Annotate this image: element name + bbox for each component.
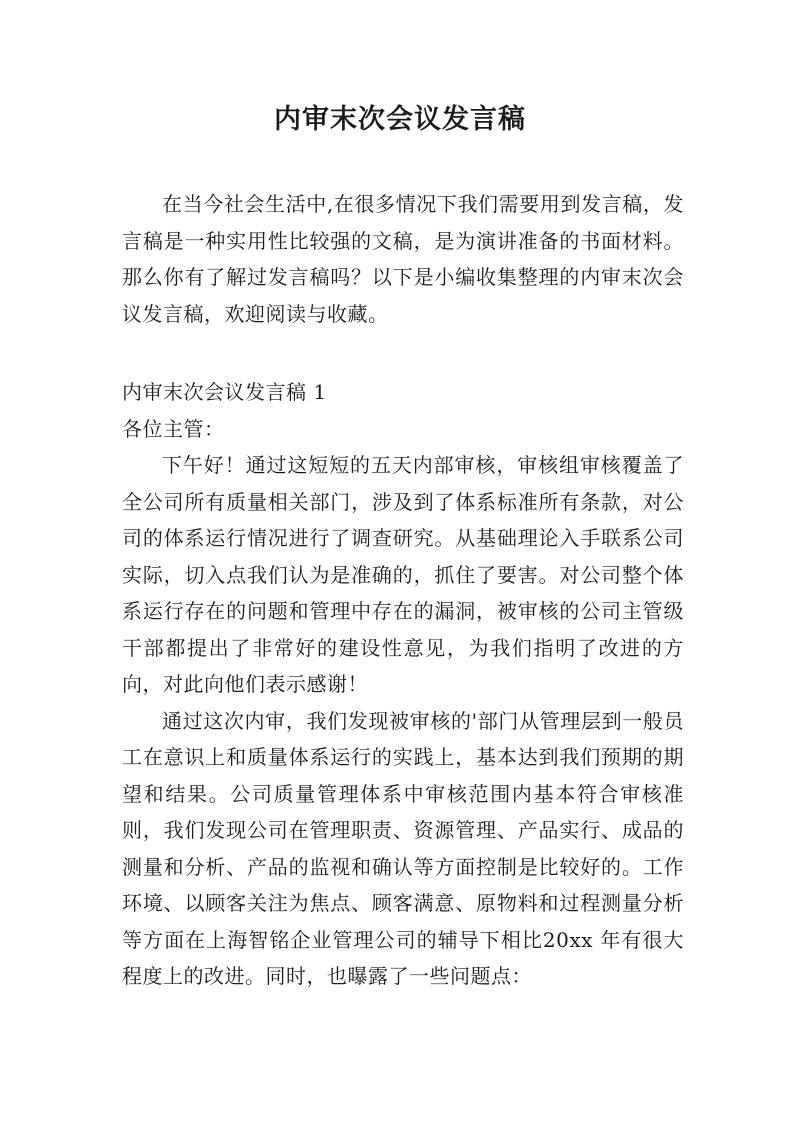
- paragraph-gap: [122, 332, 684, 374]
- intro-paragraph: 在当今社会生活中,在很多情况下我们需要用到发言稿，发言稿是一种实用性比较强的文稿，是为演讲准备的书面材料。那么你有了解过发言稿吗？以下是小编收集整理的内审末次会议发言稿，欢迎阅读与收藏。: [122, 192, 684, 326]
- salutation: 各位主管：: [122, 416, 225, 441]
- section-heading: 内审末次会议发言稿 1: [122, 380, 327, 404]
- body-paragraph-1: 下午好！通过这短短的五天内部审核，审核组审核覆盖了全公司所有质量相关部门，涉及到了体系标准所有条款，对公司的体系运行情况进行了调查研究。从基础理论入手联系公司实际，切入点我们认为是准确的，抓住了要害。对公司整个体系运行存在的问题和管理中存在的漏洞，被审核的公司主管级干部都提出了非常好的建设性意见，为我们指明了改进的方向，对此向他们表示感谢！: [122, 453, 684, 696]
- document-title: 内审末次会议发言稿: [274, 104, 526, 135]
- document-body: [122, 186, 684, 995]
- body-paragraph-2: 通过这次内审，我们发现被审核的'部门从管理层到一般员工在意识上和质量体系运行的实践上，基本达到我们预期的期望和结果。公司质量管理体系中审核范围内基本符合审核准则，我们发现公司在管理职责、资源管理、产品实行、成品的测量和分析、产品的监视和确认等方面控制是比较好的。工作环境、以顾客关注为焦点、顾客满意、原物料和过程测量分析等方面在上海智铭企业管理公司的辅导下相比20xx 年有很大程度上的改进。同时，也曝露了一些问题点：: [122, 708, 684, 988]
